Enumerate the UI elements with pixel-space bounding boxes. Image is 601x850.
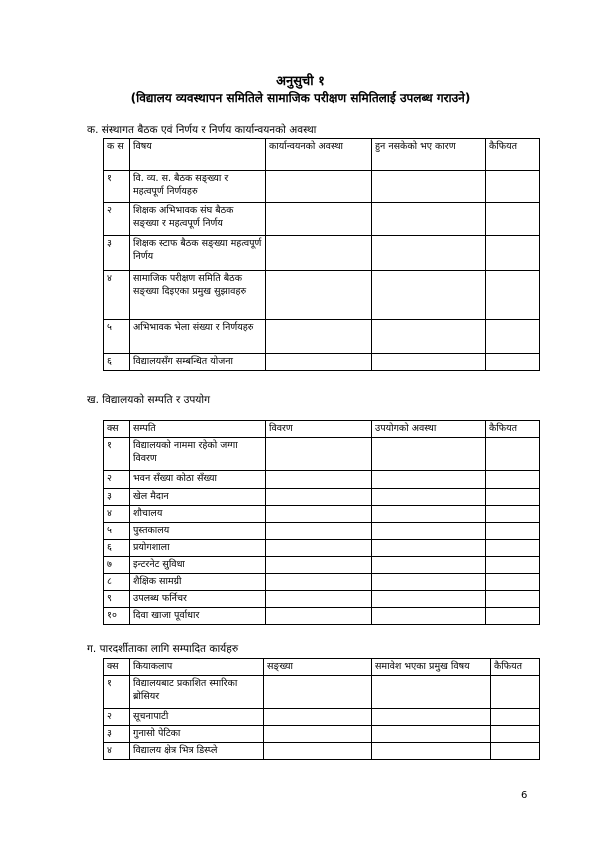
topics-cell[interactable]	[372, 676, 491, 709]
table-row	[104, 574, 540, 591]
remarks-cell[interactable]	[486, 489, 540, 506]
usage-cell[interactable]	[372, 489, 486, 506]
topics-cell[interactable]	[372, 709, 491, 726]
section-a-header-status: कार्यान्वयनको अवस्था	[266, 139, 372, 171]
remarks-cell[interactable]	[486, 271, 540, 320]
usage-cell[interactable]	[372, 523, 486, 540]
row-activity: सूचनापाटी	[130, 709, 264, 726]
section-c-label: ग. पारदर्शीताका लागि सम्पादित कार्यहरु	[87, 643, 239, 655]
row-number: ५	[104, 320, 130, 354]
remarks-cell[interactable]	[486, 540, 540, 557]
status-cell[interactable]	[266, 236, 372, 271]
remarks-cell[interactable]	[486, 557, 540, 574]
details-cell[interactable]	[266, 438, 372, 471]
row-number: ६	[104, 354, 130, 371]
details-cell[interactable]	[266, 591, 372, 608]
remarks-cell[interactable]	[486, 354, 540, 371]
reason-cell[interactable]	[372, 320, 486, 354]
section-b-label: ख. विद्यालयको सम्पति र उपयोग	[87, 394, 211, 406]
annex-subtitle: (विद्यालय व्यवस्थापन समितिले सामाजिक परीक्षण समितिलाई उपलब्ध गराउने)	[130, 91, 471, 105]
row-number: २	[104, 203, 130, 236]
table-row	[104, 591, 540, 608]
remarks-cell[interactable]	[486, 608, 540, 625]
section-b-header-num: क्स	[104, 421, 130, 438]
section-a-header-row	[104, 139, 540, 171]
section-c-header-row	[104, 659, 540, 676]
row-number: ३	[104, 489, 130, 506]
row-topic: विद्यालयसँग सम्बन्धित योजना	[130, 354, 266, 371]
section-c-header-num: क्स	[104, 659, 130, 676]
row-activity: विद्यालय क्षेत्र भित्र डिस्प्ले	[130, 743, 264, 760]
row-item: भवन सँख्या कोठा सँख्या	[130, 471, 266, 489]
row-topic: शिक्षक स्टाफ बैठक सङ्ख्या महत्वपूर्ण निर्णय	[130, 236, 266, 271]
section-a-table	[103, 138, 540, 371]
row-item: प्रयोगशाला	[130, 540, 266, 557]
topics-cell[interactable]	[372, 726, 491, 743]
section-a-header-remarks: कैफियत	[486, 139, 540, 171]
details-cell[interactable]	[266, 471, 372, 489]
row-number: ३	[104, 726, 130, 743]
table-row	[104, 320, 540, 354]
reason-cell[interactable]	[372, 354, 486, 371]
table-row	[104, 489, 540, 506]
row-item: पुस्तकालय	[130, 523, 266, 540]
row-item: उपलब्ध फर्निचर	[130, 591, 266, 608]
section-c-header-topics: समावेश भएका प्रमुख विषय	[372, 659, 491, 676]
row-number: ५	[104, 523, 130, 540]
row-number: ९	[104, 591, 130, 608]
table-row	[104, 557, 540, 574]
remarks-cell[interactable]	[486, 471, 540, 489]
remarks-cell[interactable]	[486, 171, 540, 203]
row-number: २	[104, 471, 130, 489]
page-heading	[0, 74, 601, 106]
section-c-header-count: सङ्ख्या	[264, 659, 372, 676]
reason-cell[interactable]	[372, 203, 486, 236]
usage-cell[interactable]	[372, 471, 486, 489]
table-row	[104, 171, 540, 203]
remarks-cell[interactable]	[486, 203, 540, 236]
row-number: ७	[104, 557, 130, 574]
table-row	[104, 608, 540, 625]
section-b-header-row	[104, 421, 540, 438]
remarks-cell[interactable]	[486, 506, 540, 523]
section-b-header-remarks: कैफियत	[486, 421, 540, 438]
reason-cell[interactable]	[372, 171, 486, 203]
row-number: १	[104, 171, 130, 203]
remarks-cell[interactable]	[486, 236, 540, 271]
details-cell[interactable]	[266, 489, 372, 506]
topics-cell[interactable]	[372, 743, 491, 760]
table-row	[104, 506, 540, 523]
details-cell[interactable]	[266, 506, 372, 523]
section-b-table	[103, 420, 540, 625]
remarks-cell[interactable]	[491, 676, 540, 709]
usage-cell[interactable]	[372, 574, 486, 591]
count-cell[interactable]	[264, 676, 372, 709]
status-cell[interactable]	[266, 320, 372, 354]
row-item: शौचालय	[130, 506, 266, 523]
table-row	[104, 523, 540, 540]
count-cell[interactable]	[264, 726, 372, 743]
details-cell[interactable]	[266, 523, 372, 540]
status-cell[interactable]	[266, 171, 372, 203]
annex-title: अनुसुची १	[276, 74, 325, 89]
row-number: ८	[104, 574, 130, 591]
row-number: २	[104, 709, 130, 726]
table-row	[104, 203, 540, 236]
section-a-header-reason: हुन नसकेको भए कारण	[372, 139, 486, 171]
row-item: विद्यालयको नाममा रहेको जग्गा विवरण	[130, 438, 266, 471]
remarks-cell[interactable]	[491, 709, 540, 726]
remarks-cell[interactable]	[491, 743, 540, 760]
row-number: ४	[104, 743, 130, 760]
table-row	[104, 540, 540, 557]
section-c-header-activity: कियाकलाप	[130, 659, 264, 676]
reason-cell[interactable]	[372, 236, 486, 271]
row-number: ३	[104, 236, 130, 271]
count-cell[interactable]	[264, 743, 372, 760]
table-row	[104, 471, 540, 489]
details-cell[interactable]	[266, 557, 372, 574]
row-number: ४	[104, 506, 130, 523]
page-number: 6	[521, 790, 528, 801]
row-number: १	[104, 438, 130, 471]
row-activity: विद्यालयबाट प्रकाशित स्मारिका ब्रोसियर	[130, 676, 264, 709]
row-activity: गुनासो पेटिका	[130, 726, 264, 743]
section-c-header-remarks: कैफियत	[491, 659, 540, 676]
remarks-cell[interactable]	[486, 438, 540, 471]
usage-cell[interactable]	[372, 506, 486, 523]
row-number: १०	[104, 608, 130, 625]
remarks-cell[interactable]	[486, 591, 540, 608]
section-c-table	[103, 658, 540, 760]
section-b-header-item: सम्पति	[130, 421, 266, 438]
reason-cell[interactable]	[372, 271, 486, 320]
usage-cell[interactable]	[372, 438, 486, 471]
table-row	[104, 676, 540, 709]
row-topic: अभिभावक भेला संख्या र निर्णयहरु	[130, 320, 266, 354]
row-topic: वि. व्य. स. बैठक सङ्ख्या र महत्वपूर्ण निर्णयहरु	[130, 171, 266, 203]
section-b-header-usage: उपयोगको अवस्था	[372, 421, 486, 438]
row-topic: शिक्षक अभिभावक संघ बैठक सङ्ख्या र महत्वपूर्ण निर्णय	[130, 203, 266, 236]
details-cell[interactable]	[266, 540, 372, 557]
row-item: खेल मैदान	[130, 489, 266, 506]
row-item: शैक्षिक सामग्री	[130, 574, 266, 591]
row-number: ६	[104, 540, 130, 557]
row-item: दिवा खाजा पूर्वाधार	[130, 608, 266, 625]
usage-cell[interactable]	[372, 540, 486, 557]
section-a-label: क. संस्थागत बैठक एवं निर्णय र निर्णय कार्यान्वयनको अवस्था	[87, 124, 317, 136]
status-cell[interactable]	[266, 354, 372, 371]
row-item: इन्टरनेट सुविधा	[130, 557, 266, 574]
section-b-header-details: विवरण	[266, 421, 372, 438]
remarks-cell[interactable]	[491, 726, 540, 743]
remarks-cell[interactable]	[486, 320, 540, 354]
details-cell[interactable]	[266, 574, 372, 591]
table-row	[104, 438, 540, 471]
section-a-header-num: क स	[104, 139, 130, 171]
table-row	[104, 709, 540, 726]
remarks-cell[interactable]	[486, 523, 540, 540]
usage-cell[interactable]	[372, 608, 486, 625]
table-row	[104, 236, 540, 271]
details-cell[interactable]	[266, 608, 372, 625]
usage-cell[interactable]	[372, 591, 486, 608]
usage-cell[interactable]	[372, 557, 486, 574]
row-topic: सामाजिक परीक्षण समिति बैठक सङ्ख्या दिइएका प्रमुख सुझावहरु	[130, 271, 266, 320]
table-row	[104, 726, 540, 743]
status-cell[interactable]	[266, 203, 372, 236]
row-number: ४	[104, 271, 130, 320]
remarks-cell[interactable]	[486, 574, 540, 591]
table-row	[104, 743, 540, 760]
row-number: १	[104, 676, 130, 709]
section-a-header-topic: विषय	[130, 139, 266, 171]
table-row	[104, 271, 540, 320]
table-row	[104, 354, 540, 371]
status-cell[interactable]	[266, 271, 372, 320]
count-cell[interactable]	[264, 709, 372, 726]
